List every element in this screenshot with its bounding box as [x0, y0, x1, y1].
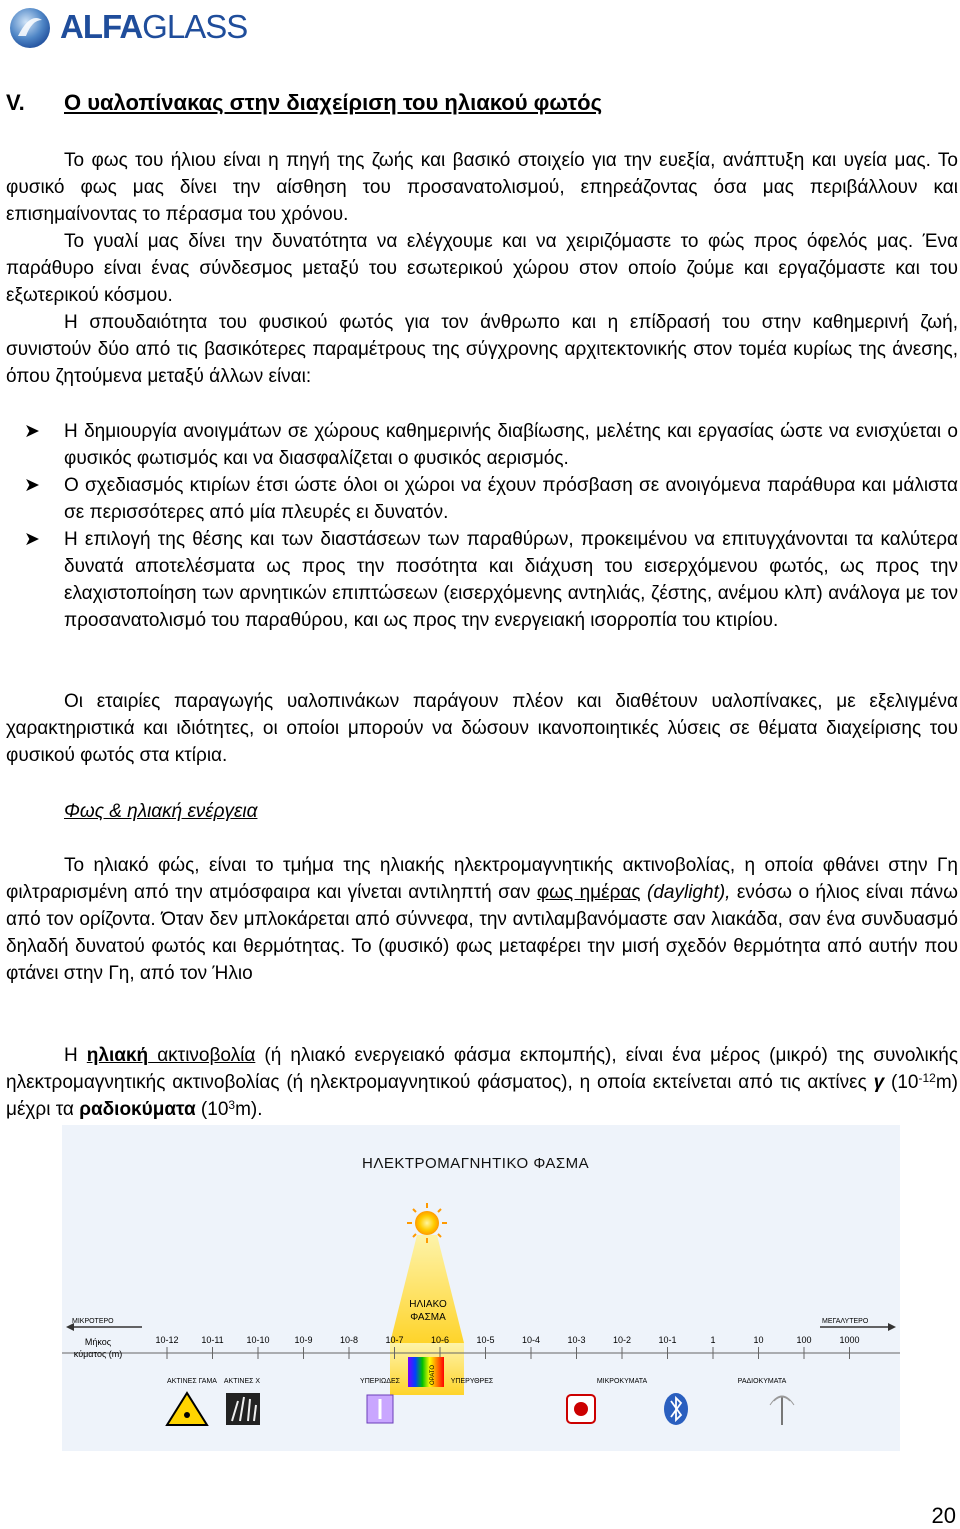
p6-text-f: m).: [235, 1099, 263, 1120]
tick-label: 10-6: [430, 1335, 450, 1345]
list-item: [6, 418, 958, 472]
list-item: [6, 472, 958, 526]
paragraph-2: Το γυαλί μας δίνει την δυνατότητα να ελέγχουμε και να χειριζόμαστε το φώς προς όφελός μας. Ένα παράθυρο είναι ένας σύνδεσμος μεταξύ του εσωτερικού χώρου στον οποίο ζούμε και εργαζόμαστε και του εξωτερικού κόσμου.: [6, 231, 958, 306]
spectrum-diagram: [62, 1125, 900, 1451]
arrow-bullet-icon: ➤: [24, 421, 40, 442]
band-gamma-label: ΑΚΤΙΝΕΣ ΓΑΜΑ: [167, 1378, 217, 1385]
section-heading: [6, 90, 602, 116]
band-ir-label: ΥΠΕΡΥΘΡΕΣ: [450, 1378, 494, 1385]
p6-gamma: γ: [873, 1072, 885, 1093]
arrow-bullet-icon: ➤: [24, 475, 40, 496]
band-xray-label: ΑΚΤΙΝΕΣ Χ: [223, 1378, 261, 1385]
radiation-link[interactable]: ακτινοβολία: [148, 1045, 256, 1066]
tick-label: 10-4: [521, 1335, 541, 1345]
tick-label: 10-12: [155, 1335, 179, 1345]
tick-label: 10-8: [339, 1335, 359, 1345]
bullet-text: Ο σχεδιασμός κτιρίων έτσι ώστε όλοι οι χώροι να έχουν πρόσβαση σε ανοιγόμενα παράθυρα και μάλιστα σε περισσότερες από μία πλευρές ει δυνατόν.: [64, 475, 958, 523]
solar-label-1: ΗΛΙΑΚΟ: [409, 1299, 447, 1310]
p5-text-a: Το ηλιακό φώς, είναι το τμήμα της ηλιακής ηλεκτρομαγνητικής ακτινοβολίας, η οποία φθάνει στην Γη φιλτραρισμένη από την ατμόσφαιρα και γίνεται αντιληπτή σαν: [6, 855, 958, 903]
solar-label-2: ΦΑΣΜΑ: [410, 1312, 446, 1323]
wavelength-label-1: Μήκος: [84, 1337, 112, 1347]
paragraph-4: Οι εταιρίες παραγωγής υαλοπινάκων παράγουν πλέον και διαθέτουν υαλοπίνακες, με εξελιγμένα χαρακτηριστικά και ιδιότητες, οι οποίοι μπορούν να δώσουν ικανοποιητικές λύσεις σε θέματα διαχείρισης του φυσικού φωτός στα κτίρια.: [6, 691, 958, 766]
p6-text-b: (ή ηλιακό ενεργειακό φάσμα εκπομπής), είναι ένα μέρος (μικρό) της συνολικής ηλεκτρομαγνητικής ακτινοβολίας (ή ηλεκτρομαγνητικού φάσματος), η οποία εκτείνεται από τις ακτίνες: [6, 1045, 958, 1093]
tick-label: 10-10: [246, 1335, 270, 1345]
bullet-text: Η επιλογή της θέσης και των διαστάσεων των παραθύρων, προκειμένου να επιτυγχάνονται τα καλύτερα δυνατά αποτελέσματα ως προς την ποσότητα και διάχυση του εισερχόμενου φωτός, ως προς την ελαχιστοποίηση των αρνητικών επιπτώσεων (εισερχόμενης αντηλιάς, ζέστης, ανέμου κλπ) ανάλογα με τον προσανατολισμό του παραθύρου, και ως προς την ενεργειακή ισορροπία του κτιρίου.: [64, 529, 958, 631]
ir-icon: [567, 1395, 595, 1423]
tick-label: 100: [796, 1335, 812, 1345]
p5-daylight-term: (daylight),: [647, 882, 731, 903]
wavelength-ticks: [155, 1335, 859, 1359]
band-micro-label: ΜΙΚΡΟΚΥΜΑΤΑ: [596, 1378, 648, 1385]
band-visible-label: ΟΡΑΤΟ: [430, 1364, 436, 1386]
logo-mark-icon: [8, 6, 52, 50]
tick-label: 10-5: [476, 1335, 495, 1345]
bluetooth-icon: [664, 1393, 688, 1425]
intro-text: [6, 147, 958, 390]
figure-title: ΗΛΕΚΤΡΟΜΑΓΝΗΤΙΚΟ ΦΑΣΜΑ: [362, 1155, 590, 1172]
p6-text-e: (10: [195, 1099, 229, 1120]
tick-label: 10-3: [567, 1335, 586, 1345]
paragraph-3: Η σπουδαιότητα του φυσικού φωτός για τον άνθρωπο και η επίδρασή του στην καθημερινή ζωή, συνιστούν δύο από τις βασικότερες παραμέτρους της σύγχρονης αρχιτεκτονικής στον τομέα κυρίως της άνεσης, όπου ζητούμενα μεταξύ άλλων είναι:: [6, 312, 958, 387]
arrow-bullet-icon: ➤: [24, 529, 40, 550]
tick-label: 10-2: [612, 1335, 632, 1345]
section-title: Ο υαλοπίνακας στην διαχείριση του ηλιακού φωτός: [64, 90, 603, 115]
paragraph-6: [6, 1042, 958, 1123]
solar-beam: [390, 1235, 464, 1343]
tick-label: 10: [753, 1335, 764, 1345]
xray-hand-icon: [226, 1393, 260, 1425]
tick-label: 1000: [839, 1335, 860, 1345]
visible-spectrum-band: [408, 1357, 444, 1387]
p6-text-d: m) μέχρι τα: [6, 1072, 958, 1120]
longer-label: ΜΕΓΑΛΥΤΕΡΟ: [822, 1318, 869, 1325]
em-spectrum-figure: [62, 1125, 900, 1451]
bullet-list: [6, 418, 958, 634]
p5-text-c: ενόσω ο ήλιος είναι πάνω από τον ορίζοντα. Όταν δεν μπλοκάρεται από σύννεφα, την αντιλαμβανόμαστε σαν λιακάδα, σαν ένα συνδυασμό δηλαδή δυνατού φωτός και θερμότητας. Το (φυσικό) φως μεταφέρει την μισή σχεδόν θερμότητα από αυτήν που φτάνει στην Γη, από τον Ήλιο: [6, 882, 958, 984]
page-number: 20: [931, 1503, 956, 1528]
daylight-link[interactable]: φως ημέρας: [536, 882, 641, 903]
section-number: V.: [6, 90, 25, 115]
logo-text-thin: GLASS: [142, 8, 248, 45]
bullet-text: Η δημιουργία ανοιγμάτων σε χώρους καθημερινής διαβίωσης, μελέτης και εργασίας ώστε να ενισχύεται ο φυσικός φωτισμός και να διασφαλίζεται ο φυσικός αερισμός.: [64, 421, 958, 469]
paragraph-1: Το φως του ήλιου είναι η πηγή της ζωής και βασικό στοιχείο για την ευεξία, ανάπτυξη και υγεία μας. Το φυσικό φως μας δίνει την αίσθηση του προσανατολισμού, επηρεάζοντας όσα μας περιβάλλουν και επισημαίνοντας το πέρασμα του χρόνου.: [6, 150, 958, 225]
p6-exponent-1: -12: [918, 1071, 936, 1085]
tick-label: 10-11: [201, 1335, 224, 1345]
p6-text-a: Η: [64, 1045, 87, 1066]
list-item: [6, 526, 958, 634]
p6-exponent-2: 3: [228, 1098, 236, 1112]
band-radio-label: ΡΑΔΙΟΚΥΜΑΤΑ: [737, 1378, 787, 1385]
tick-label: 1: [710, 1335, 716, 1345]
band-uv-label: ΥΠΕΡΙΩΔΕΣ: [360, 1378, 400, 1385]
logo-text-bold: ALFA: [60, 8, 143, 45]
p6-text-c: (10: [884, 1072, 919, 1093]
wavelength-label-2: κύματος (m): [73, 1349, 123, 1359]
tick-label: 10-7: [385, 1335, 404, 1345]
tick-label: 10-1: [658, 1335, 677, 1345]
p6-bold-radio: ραδιοκύματα: [79, 1099, 196, 1120]
paragraph-5: [6, 852, 958, 987]
uv-lamp-icon: [367, 1395, 393, 1423]
subheading: Φως & ηλιακή ενέργεια: [64, 801, 258, 822]
shorter-label: ΜΙΚΡΟΤΕΡΟ: [72, 1318, 114, 1325]
tick-label: 10-9: [294, 1335, 313, 1345]
radiation-hazard-icon: [167, 1393, 207, 1425]
p6-bold-solar[interactable]: ηλιακή: [86, 1045, 149, 1066]
radio-antenna-icon: [770, 1396, 794, 1425]
alfaglass-logo: [8, 6, 248, 54]
